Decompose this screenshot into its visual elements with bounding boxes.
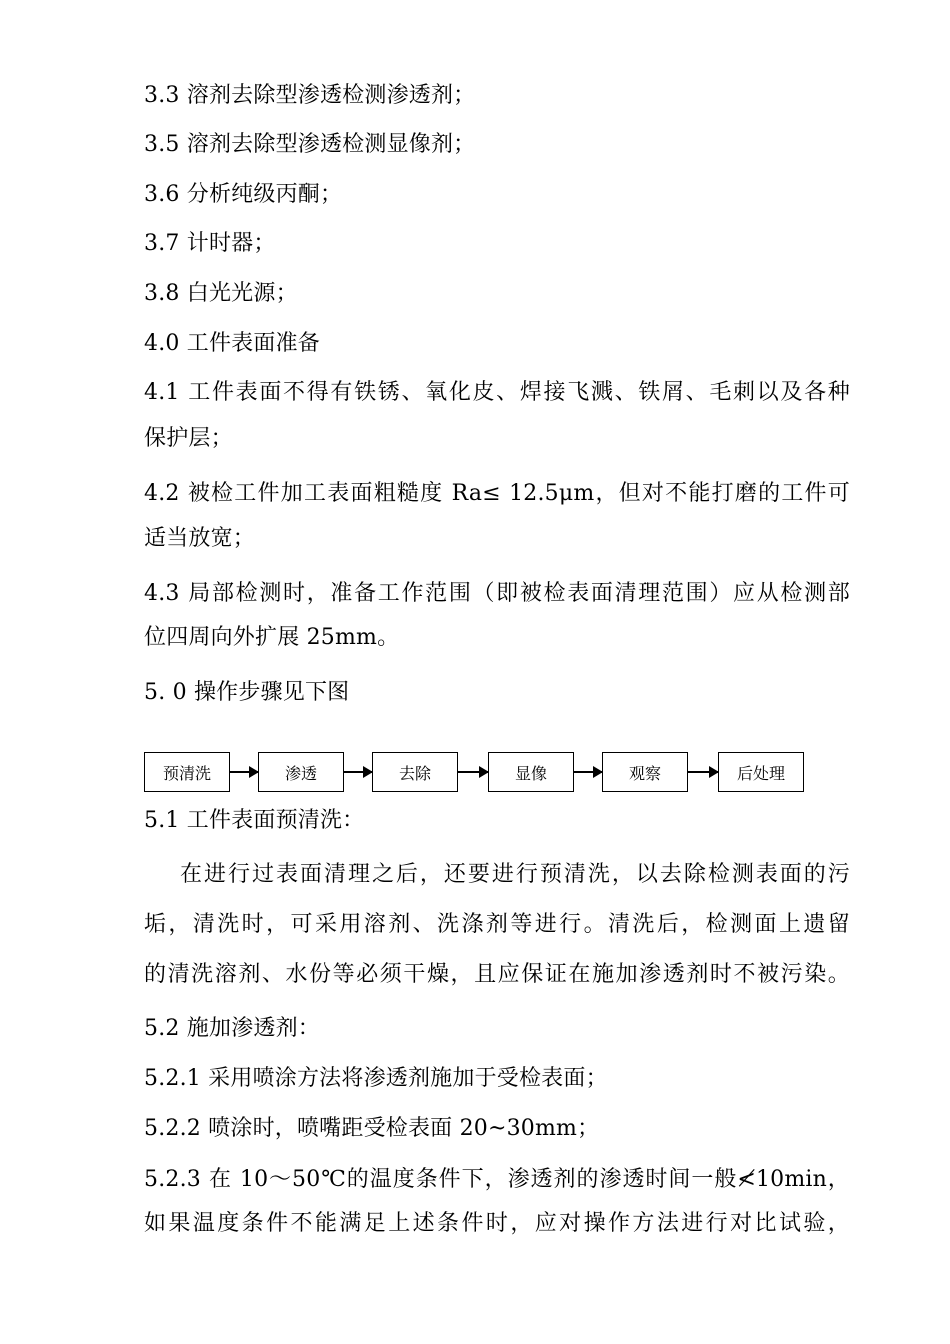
flow-step-observe: 观察 bbox=[602, 752, 688, 792]
text-line-3-3: 3.3 溶剂去除型渗透检测渗透剂； bbox=[144, 83, 476, 108]
text-line-4-2: 4.2 被检工件加工表面粗糙度 Ra≤ 12.5μm，但对不能打磨的工件可 bbox=[144, 481, 850, 506]
section-heading-5-0: 5. 0 操作步骤见下图 bbox=[144, 680, 350, 705]
text-line-5-2-3-cont: 如果温度条件不能满足上述条件时，应对操作方法进行对比试验， bbox=[144, 1211, 850, 1236]
text-line-3-7: 3.7 计时器； bbox=[144, 231, 276, 256]
flow-arrow-icon bbox=[458, 771, 488, 773]
text-line-5-2-2: 5.2.2 喷涂时，喷嘴距受检表面 20~30mm； bbox=[144, 1116, 600, 1141]
text-line-4-2-cont: 适当放宽； bbox=[144, 526, 256, 551]
process-flow-diagram bbox=[144, 752, 810, 794]
text-line-5-2-1: 5.2.1 采用喷涂方法将渗透剂施加于受检表面； bbox=[144, 1066, 608, 1091]
flow-step-post-treatment: 后处理 bbox=[718, 752, 804, 792]
text-line-3-8: 3.8 白光光源； bbox=[144, 281, 298, 306]
text-line-3-5: 3.5 溶剂去除型渗透检测显像剂； bbox=[144, 132, 476, 157]
paragraph-line-1: 在进行过表面清理之后，还要进行预清洗，以去除检测表面的污 bbox=[180, 862, 850, 887]
section-heading-5-1: 5.1 工件表面预清洗： bbox=[144, 808, 365, 833]
text-line-4-3-cont: 位四周向外扩展 25mm。 bbox=[144, 625, 400, 650]
flow-arrow-icon bbox=[344, 771, 372, 773]
section-heading-5-2: 5.2 施加渗透剂： bbox=[144, 1016, 320, 1041]
flow-step-penetrate: 渗透 bbox=[258, 752, 344, 792]
flow-arrow-icon bbox=[230, 771, 258, 773]
section-heading-4-0: 4.0 工件表面准备 bbox=[144, 331, 320, 356]
flow-arrow-icon bbox=[574, 771, 602, 773]
text-line-4-1-cont: 保护层； bbox=[144, 426, 233, 451]
text-line-4-3: 4.3 局部检测时，准备工作范围（即被检表面清理范围）应从检测部 bbox=[144, 581, 850, 606]
text-line-3-6: 3.6 分析纯级丙酮； bbox=[144, 182, 343, 207]
text-line-5-2-3: 5.2.3 在 10～50℃的温度条件下，渗透剂的渗透时间一般≮10min， bbox=[144, 1167, 850, 1192]
text-line-4-1: 4.1 工件表面不得有铁锈、氧化皮、焊接飞溅、铁屑、毛刺以及各种 bbox=[144, 380, 850, 405]
flow-step-remove: 去除 bbox=[372, 752, 458, 792]
paragraph-line-2: 垢，清洗时，可采用溶剂、洗涤剂等进行。清洗后，检测面上遗留 bbox=[144, 912, 850, 937]
paragraph-line-3: 的清洗溶剂、水份等必须干燥，且应保证在施加渗透剂时不被污染。 bbox=[144, 962, 850, 987]
flow-step-develop: 显像 bbox=[488, 752, 574, 792]
flow-step-preclean: 预清洗 bbox=[144, 752, 230, 792]
flow-arrow-icon bbox=[688, 771, 718, 773]
